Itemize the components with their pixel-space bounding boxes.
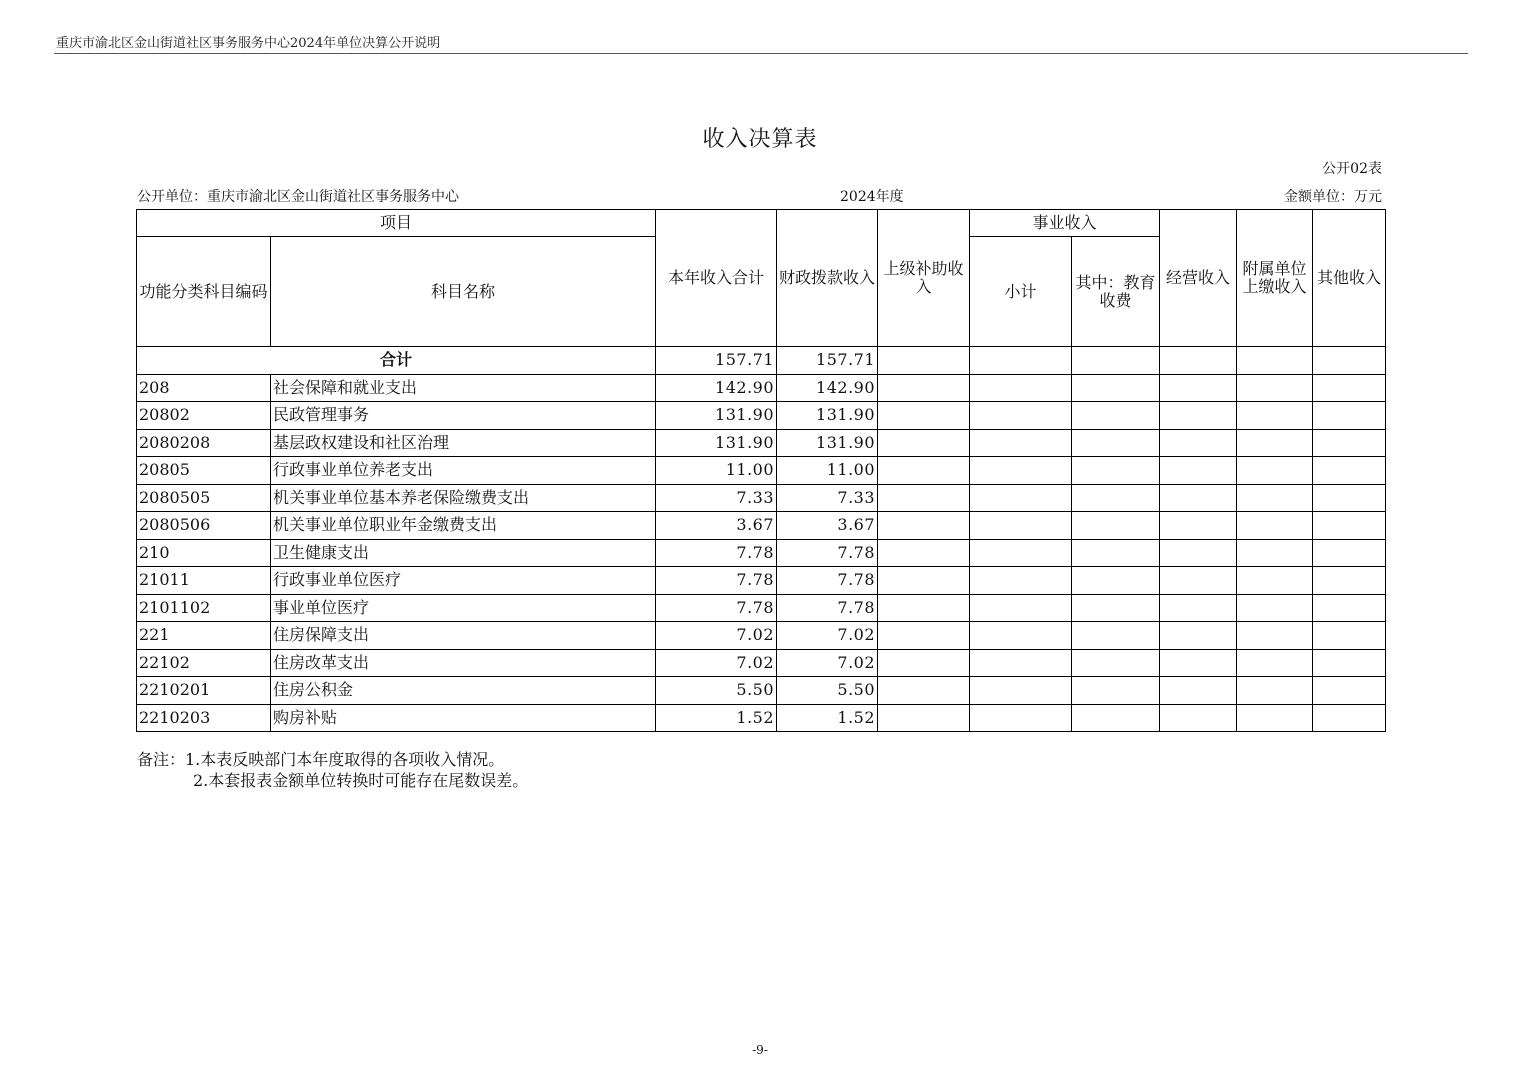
empty-cell bbox=[1160, 677, 1237, 705]
empty-cell bbox=[1072, 649, 1160, 677]
empty-cell bbox=[1160, 374, 1237, 402]
table-row bbox=[137, 594, 1386, 622]
empty-cell bbox=[1313, 512, 1386, 540]
row-name: 购房补贴 bbox=[271, 704, 656, 732]
empty-cell bbox=[1072, 429, 1160, 457]
empty-cell bbox=[970, 539, 1072, 567]
empty-cell bbox=[1160, 649, 1237, 677]
row-total-income: 7.02 bbox=[656, 622, 777, 650]
header-func-code: 功能分类科目编码 bbox=[137, 237, 271, 347]
row-fiscal: 142.90 bbox=[777, 374, 878, 402]
empty-cell bbox=[1237, 649, 1313, 677]
table-row bbox=[137, 704, 1386, 732]
row-name: 事业单位医疗 bbox=[271, 594, 656, 622]
table-row bbox=[137, 677, 1386, 705]
row-total-income: 3.67 bbox=[656, 512, 777, 540]
empty-cell bbox=[1237, 429, 1313, 457]
empty-cell bbox=[878, 594, 970, 622]
row-name: 住房公积金 bbox=[271, 677, 656, 705]
empty-cell bbox=[1160, 429, 1237, 457]
income-table bbox=[136, 209, 1386, 732]
empty-cell bbox=[1237, 457, 1313, 485]
row-fiscal: 131.90 bbox=[777, 429, 878, 457]
empty-cell bbox=[1160, 622, 1237, 650]
table-row bbox=[137, 567, 1386, 595]
table-row bbox=[137, 402, 1386, 430]
empty-cell bbox=[878, 704, 970, 732]
total-fiscal-cell: 157.71 bbox=[777, 347, 878, 375]
row-fiscal: 7.02 bbox=[777, 622, 878, 650]
empty-cell bbox=[878, 567, 970, 595]
empty-cell bbox=[1313, 649, 1386, 677]
row-fiscal: 131.90 bbox=[777, 402, 878, 430]
empty-cell bbox=[970, 512, 1072, 540]
empty-cell bbox=[1237, 567, 1313, 595]
table-row bbox=[137, 429, 1386, 457]
row-code: 210 bbox=[137, 539, 271, 567]
header-operating: 经营收入 bbox=[1160, 210, 1237, 347]
empty-cell bbox=[1072, 402, 1160, 430]
row-name: 机关事业单位职业年金缴费支出 bbox=[271, 512, 656, 540]
empty-cell bbox=[878, 374, 970, 402]
empty-cell bbox=[1160, 512, 1237, 540]
empty-cell bbox=[1313, 567, 1386, 595]
empty-cell bbox=[878, 622, 970, 650]
empty-cell bbox=[1313, 374, 1386, 402]
header-other: 其他收入 bbox=[1313, 210, 1386, 347]
row-code: 20805 bbox=[137, 457, 271, 485]
header-subtotal: 小计 bbox=[970, 237, 1072, 347]
row-fiscal: 7.78 bbox=[777, 539, 878, 567]
empty-cell bbox=[970, 704, 1072, 732]
page-number: -9- bbox=[752, 1043, 768, 1057]
empty-cell bbox=[1160, 567, 1237, 595]
row-total-income: 7.78 bbox=[656, 594, 777, 622]
empty-cell bbox=[1237, 402, 1313, 430]
empty-cell bbox=[1313, 457, 1386, 485]
header-project: 项目 bbox=[137, 210, 656, 237]
empty-cell bbox=[1313, 704, 1386, 732]
empty-cell bbox=[970, 402, 1072, 430]
row-name: 民政管理事务 bbox=[271, 402, 656, 430]
document-header: 重庆市渝北区金山街道社区事务服务中心2024年单位决算公开说明 bbox=[56, 36, 441, 51]
row-code: 2080208 bbox=[137, 429, 271, 457]
empty-cell bbox=[878, 649, 970, 677]
empty-cell bbox=[1313, 429, 1386, 457]
row-fiscal: 7.33 bbox=[777, 484, 878, 512]
empty-cell bbox=[970, 567, 1072, 595]
empty-cell bbox=[878, 512, 970, 540]
empty-cell bbox=[878, 539, 970, 567]
empty-cell bbox=[1313, 594, 1386, 622]
reporting-unit: 公开单位：重庆市渝北区金山街道社区事务服务中心 bbox=[137, 189, 459, 205]
empty-cell bbox=[1313, 402, 1386, 430]
row-name: 行政事业单位医疗 bbox=[271, 567, 656, 595]
row-code: 21011 bbox=[137, 567, 271, 595]
empty-cell bbox=[970, 457, 1072, 485]
row-code: 22102 bbox=[137, 649, 271, 677]
row-total-income: 131.90 bbox=[656, 429, 777, 457]
empty-cell bbox=[1160, 484, 1237, 512]
header-fiscal: 财政拨款收入 bbox=[777, 210, 878, 347]
empty-cell bbox=[1160, 402, 1237, 430]
row-fiscal: 11.00 bbox=[777, 457, 878, 485]
empty-cell bbox=[1072, 374, 1160, 402]
page-title: 收入决算表 bbox=[702, 127, 818, 152]
currency-unit: 金额单位：万元 bbox=[1284, 189, 1382, 205]
total-row bbox=[137, 347, 1386, 375]
row-name: 住房保障支出 bbox=[271, 622, 656, 650]
table-row bbox=[137, 512, 1386, 540]
empty-cell bbox=[1072, 622, 1160, 650]
row-code: 221 bbox=[137, 622, 271, 650]
row-name: 基层政权建设和社区治理 bbox=[271, 429, 656, 457]
row-fiscal: 7.78 bbox=[777, 594, 878, 622]
row-name: 社会保障和就业支出 bbox=[271, 374, 656, 402]
table-row bbox=[137, 622, 1386, 650]
note-line-1: 备注：1.本表反映部门本年度取得的各项收入情况。 bbox=[137, 750, 505, 769]
header-subject-name: 科目名称 bbox=[271, 237, 656, 347]
table-row bbox=[137, 539, 1386, 567]
row-name: 住房改革支出 bbox=[271, 649, 656, 677]
empty-cell bbox=[1160, 539, 1237, 567]
row-code: 2080506 bbox=[137, 512, 271, 540]
row-code: 2101102 bbox=[137, 594, 271, 622]
table-row bbox=[137, 374, 1386, 402]
row-fiscal: 1.52 bbox=[777, 704, 878, 732]
empty-cell bbox=[1072, 457, 1160, 485]
empty-cell bbox=[1160, 594, 1237, 622]
header-business-income: 事业收入 bbox=[970, 210, 1160, 237]
row-code: 2210203 bbox=[137, 704, 271, 732]
header-total-income: 本年收入合计 bbox=[656, 210, 777, 347]
row-name: 机关事业单位基本养老保险缴费支出 bbox=[271, 484, 656, 512]
empty-cell bbox=[1072, 704, 1160, 732]
empty-cell bbox=[1237, 512, 1313, 540]
row-total-income: 11.00 bbox=[656, 457, 777, 485]
empty-cell bbox=[1072, 567, 1160, 595]
empty-cell bbox=[970, 429, 1072, 457]
empty-cell bbox=[1160, 457, 1237, 485]
row-total-income: 7.33 bbox=[656, 484, 777, 512]
header-superior-subsidy: 上级补助收入 bbox=[878, 210, 970, 347]
header-divider bbox=[54, 53, 1468, 54]
note-line-2: 2.本套报表金额单位转换时可能存在尾数误差。 bbox=[193, 771, 529, 790]
total-label: 合计 bbox=[137, 347, 656, 375]
row-name: 行政事业单位养老支出 bbox=[271, 457, 656, 485]
form-number: 公开02表 bbox=[1322, 161, 1382, 177]
empty-cell bbox=[1072, 539, 1160, 567]
empty-cell bbox=[1072, 512, 1160, 540]
empty-cell bbox=[1072, 677, 1160, 705]
row-fiscal: 7.02 bbox=[777, 649, 878, 677]
empty-cell bbox=[970, 677, 1072, 705]
empty-cell bbox=[1237, 704, 1313, 732]
empty-cell bbox=[1237, 374, 1313, 402]
row-code: 2210201 bbox=[137, 677, 271, 705]
row-total-income: 7.78 bbox=[656, 539, 777, 567]
row-total-income: 5.50 bbox=[656, 677, 777, 705]
empty-cell bbox=[1160, 704, 1237, 732]
empty-cell bbox=[970, 484, 1072, 512]
row-total-income: 1.52 bbox=[656, 704, 777, 732]
empty-cell bbox=[1237, 539, 1313, 567]
empty-cell bbox=[970, 649, 1072, 677]
empty-cell bbox=[1237, 594, 1313, 622]
table-row bbox=[137, 484, 1386, 512]
empty-cell bbox=[878, 457, 970, 485]
empty-cell bbox=[1313, 539, 1386, 567]
empty-cell bbox=[1237, 484, 1313, 512]
table-row bbox=[137, 457, 1386, 485]
total-income-cell: 157.71 bbox=[656, 347, 777, 375]
empty-cell bbox=[878, 484, 970, 512]
header-education-fee: 其中：教育收费 bbox=[1072, 237, 1160, 347]
empty-cell bbox=[970, 622, 1072, 650]
row-code: 208 bbox=[137, 374, 271, 402]
row-total-income: 7.02 bbox=[656, 649, 777, 677]
fiscal-year: 2024年度 bbox=[840, 189, 904, 205]
row-total-income: 142.90 bbox=[656, 374, 777, 402]
row-total-income: 7.78 bbox=[656, 567, 777, 595]
row-code: 2080505 bbox=[137, 484, 271, 512]
empty-cell bbox=[1237, 677, 1313, 705]
row-name: 卫生健康支出 bbox=[271, 539, 656, 567]
empty-cell bbox=[1313, 484, 1386, 512]
table-row bbox=[137, 649, 1386, 677]
empty-cell bbox=[1313, 677, 1386, 705]
empty-cell bbox=[970, 594, 1072, 622]
empty-cell bbox=[1313, 622, 1386, 650]
notes bbox=[137, 749, 528, 791]
empty-cell bbox=[1072, 484, 1160, 512]
empty-cell bbox=[970, 374, 1072, 402]
row-code: 20802 bbox=[137, 402, 271, 430]
header-affiliated: 附属单位上缴收入 bbox=[1237, 210, 1313, 347]
empty-cell bbox=[1237, 622, 1313, 650]
row-total-income: 131.90 bbox=[656, 402, 777, 430]
row-fiscal: 5.50 bbox=[777, 677, 878, 705]
empty-cell bbox=[878, 677, 970, 705]
empty-cell bbox=[878, 429, 970, 457]
row-fiscal: 7.78 bbox=[777, 567, 878, 595]
empty-cell bbox=[878, 402, 970, 430]
empty-cell bbox=[1072, 594, 1160, 622]
row-fiscal: 3.67 bbox=[777, 512, 878, 540]
